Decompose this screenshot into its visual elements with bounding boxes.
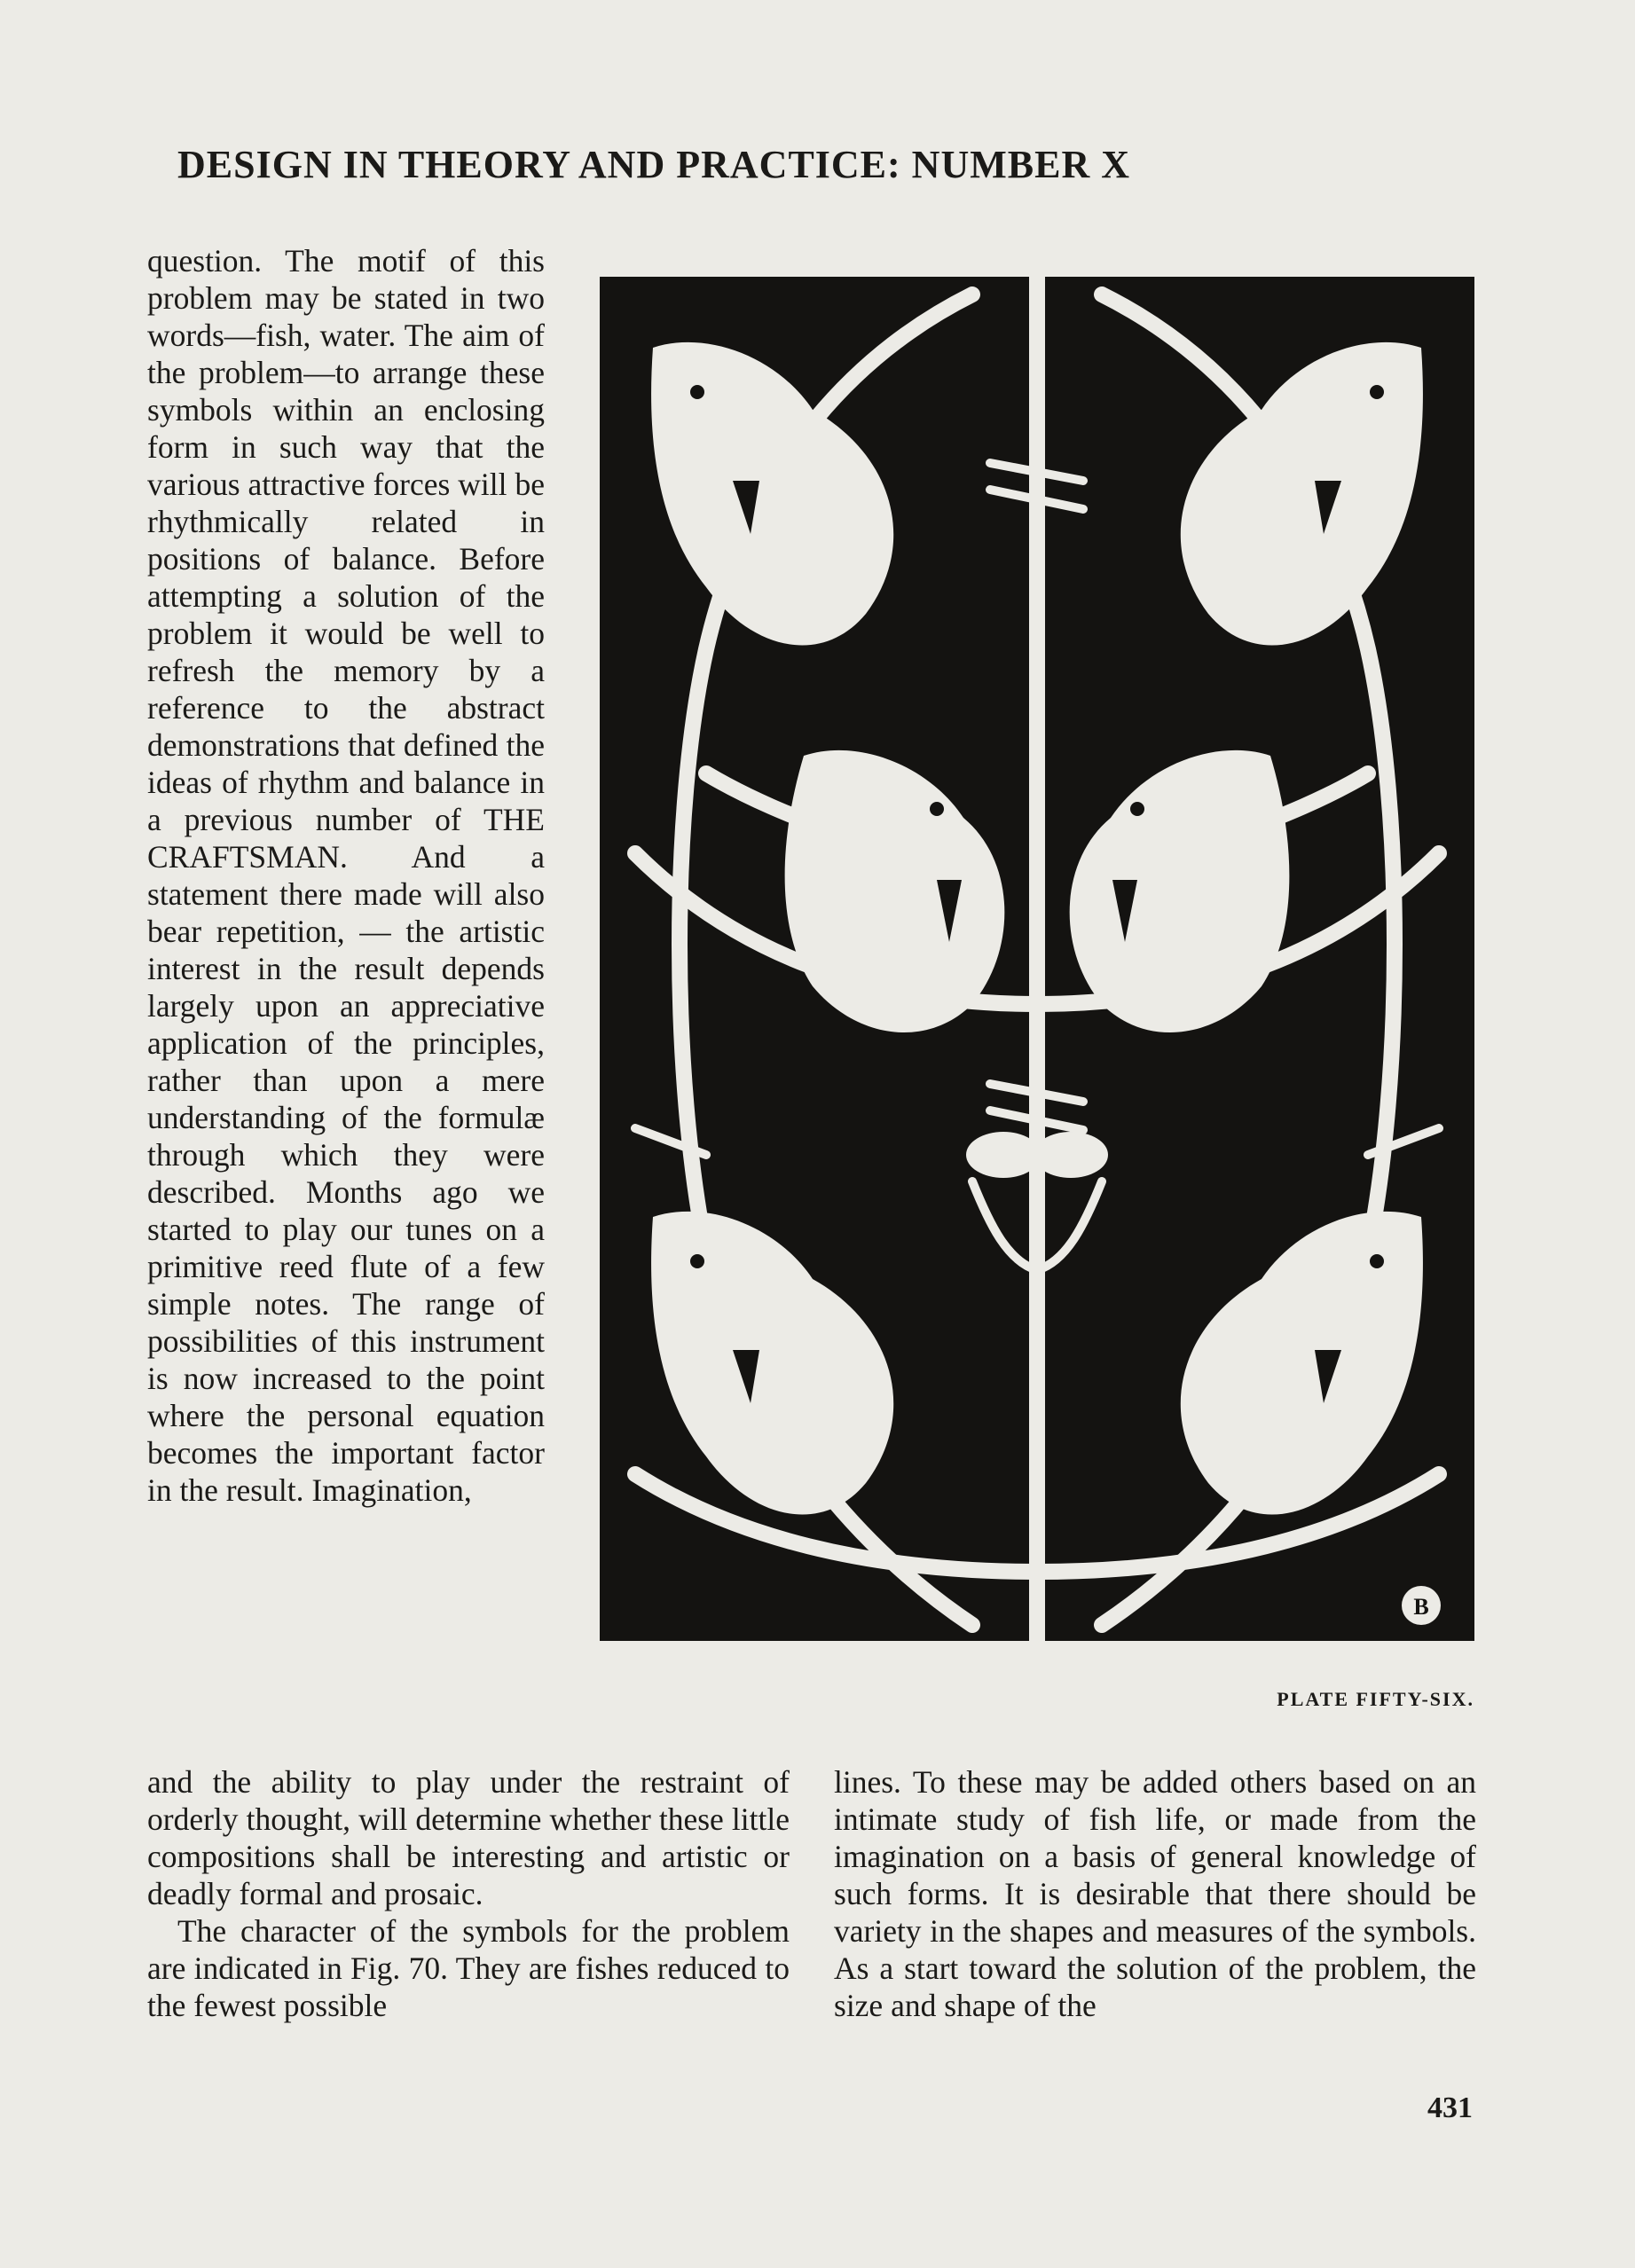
plate-caption: PLATE FIFTY-SIX. — [1277, 1688, 1474, 1710]
paragraph-narrow: question. The motif of this problem may be stated in two words—fish, water. The aim of the problem—to arrange these symbols within an enclosing form in such way that the various attractive forces will be rhythmically related in positions of balance. Before attempting a solution of the problem it would be well to refresh the memory by a reference to the abstract demonstrations that defined the ideas of rhythm and balance in a previous number of THE CRAFTSMAN. And a statement there made will also bear repetition, — the artistic interest in the result depends largely upon an appreciative application of the principles, rather than upon a mere understanding of the formulæ through which they were described. Months ago we started to play our tunes on a primitive reed flute of a few simple notes. The range of possibilities of this instrument is now increased to the point where the personal equation becomes the important factor in the result. Imagination, — [147, 243, 545, 1508]
page-number: 431 — [1427, 2091, 1473, 2124]
paragraph-left-1: and the ability to play under the restraint of orderly thought, will determine whether these little compositions shall be interesting and artistic or deadly formal and prosaic. — [147, 1764, 790, 1911]
plate-illustration — [600, 277, 1474, 1641]
paragraph-left-2: The character of the symbols for the problem are indicated in Fig. 70. They are fishes reduced to the fewest possible — [147, 1913, 790, 2023]
running-head: DESIGN IN THEORY AND PRACTICE: NUMBER X — [177, 143, 1131, 186]
body-column-lower-left — [147, 1763, 790, 2024]
plate-monogram: B — [1413, 1594, 1429, 1620]
paragraph-right-1: lines. To these may be added others based on an intimate study of fish life, or made from the imagination on a basis of general knowledge of such forms. It is desirable that there should be variety in the shapes and measures of the symbols. As a start toward the solution of the problem, the size and shape of the — [834, 1764, 1476, 2023]
bird-pattern-woodcut — [600, 277, 1474, 1641]
body-column-narrow — [147, 242, 545, 1509]
body-column-lower-right — [834, 1763, 1476, 2024]
